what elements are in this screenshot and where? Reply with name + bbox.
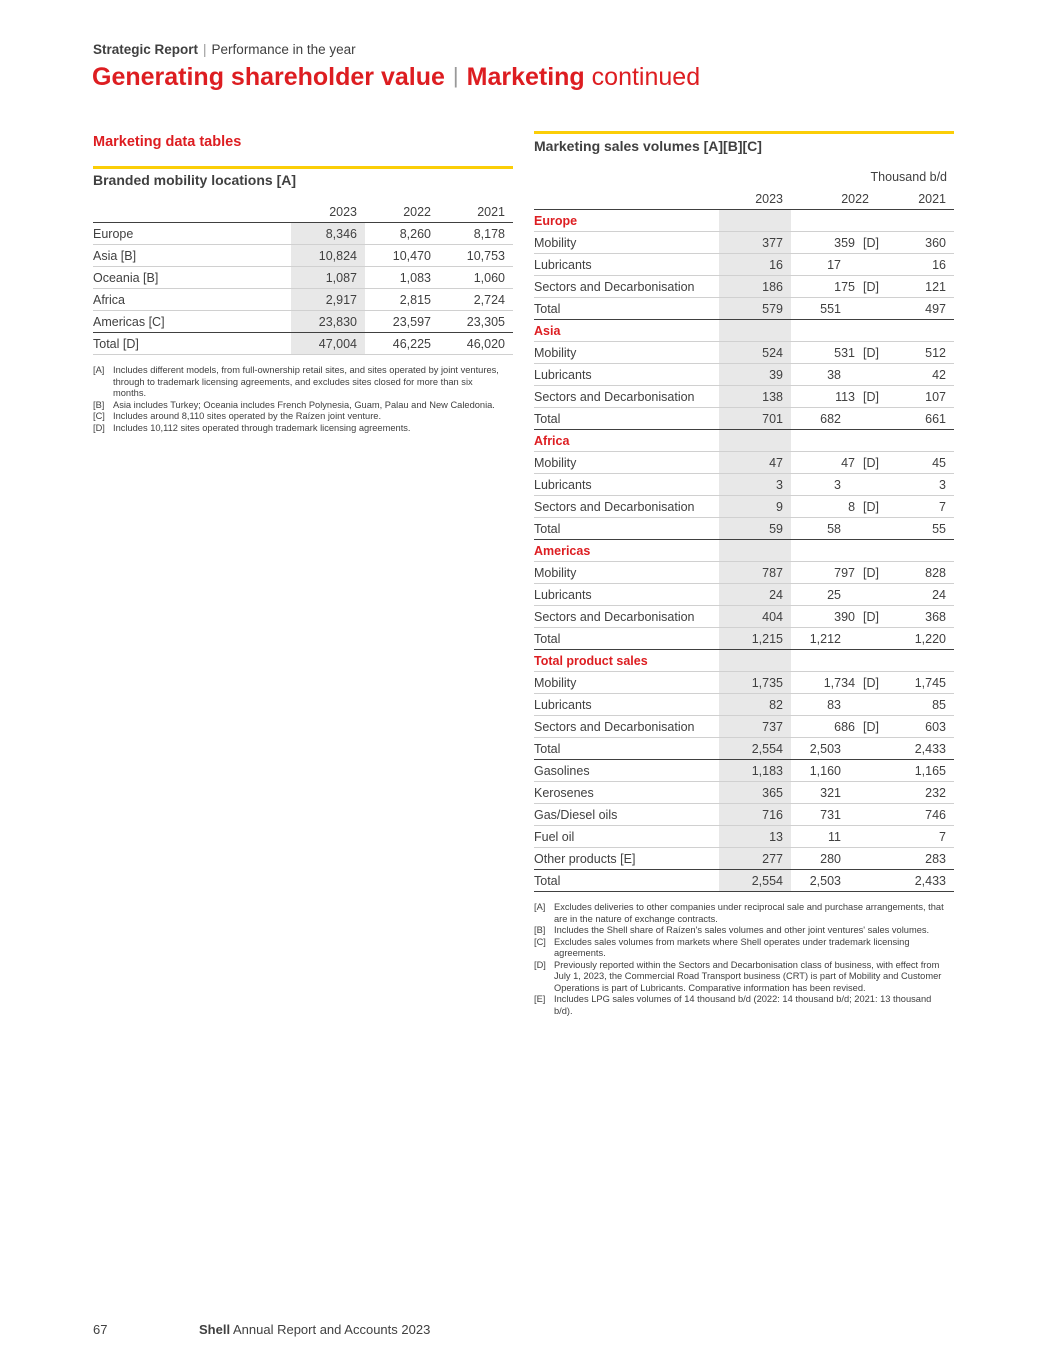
row-label: Total [534,628,719,650]
cell-value [791,210,883,232]
table-row [93,223,513,245]
row-label: Gasolines [534,760,719,782]
right-table-title: Marketing sales volumes [A][B][C] [534,138,762,154]
cell-value [719,430,791,452]
value-text: 531 [834,345,856,360]
cell-value: 55 [883,518,954,540]
breadcrumb [93,42,356,57]
row-label: Sectors and Decarbonisation [534,496,719,518]
row-label: Mobility [534,232,719,254]
cell-value: 1,087 [291,267,365,289]
footnote-marker: [D] [863,719,879,734]
cell-value: 377 [719,232,791,254]
footnote-marker: [D] [863,565,879,580]
cell-value [791,804,883,826]
cell-value [791,232,883,254]
cell-value: 2,917 [291,289,365,311]
unit-label: Thousand b/d [870,170,947,184]
cell-value [791,474,883,496]
footnote-key: [B] [534,925,546,935]
value-text: 83 [827,697,841,712]
table-row [534,826,954,848]
row-label: Total [534,870,719,892]
value-text: 3 [834,477,841,492]
footnote-marker: [D] [863,455,879,470]
cell-value [791,298,883,320]
row-label: Lubricants [534,694,719,716]
cell-value [791,342,883,364]
footnote-text: Includes 10,112 sites operated through trademark licensing agreements. [113,422,411,433]
value-text: 2,503 [809,741,841,756]
value-text: 321 [820,785,841,800]
footnote-marker: [D] [863,345,879,360]
cell-value [791,364,883,386]
cell-value: 23,305 [439,311,513,333]
footnote-marker: [D] [863,499,879,514]
cell-value [791,518,883,540]
group-label: Total product sales [534,650,719,672]
value-text: 8 [848,499,856,514]
right-table-rule [534,131,954,134]
column-header: 2021 [439,201,513,223]
cell-value: 404 [719,606,791,628]
table-header-row [534,188,954,210]
row-label: Total [D] [93,333,291,355]
cell-value: 368 [883,606,954,628]
row-label: Total [534,738,719,760]
title-separator: | [452,63,459,88]
cell-value: 2,554 [719,738,791,760]
cell-value [791,562,883,584]
value-text: 1,160 [809,763,841,778]
footnote [93,400,508,412]
cell-value: 360 [883,232,954,254]
cell-value [719,540,791,562]
left-table-footnotes [93,365,508,434]
row-label: Sectors and Decarbonisation [534,386,719,408]
cell-value [791,672,883,694]
cell-value: 9 [719,496,791,518]
footnote-text: Excludes sales volumes from markets where Shell operates under trademark licensing agreements. [554,936,910,958]
value-text: 38 [827,367,841,382]
value-text: 682 [820,411,841,426]
value-text: 731 [820,807,841,822]
table-row [534,452,954,474]
row-label: Total [534,408,719,430]
footnote-marker: [D] [863,609,879,624]
label-column-header [93,201,291,223]
footnote-text: Excludes deliveries to other companies under reciprocal sale and purchase arrangements, that are in the nature of exchange contracts. [554,902,944,924]
table-row [534,364,954,386]
cell-value [791,738,883,760]
cell-value: 1,060 [439,267,513,289]
table-row [534,496,954,518]
table-row [534,760,954,782]
value-text: 797 [834,565,856,580]
cell-value: 716 [719,804,791,826]
label-column-header [534,188,719,210]
value-text: 58 [827,521,841,536]
group-label: Europe [534,210,719,232]
cell-value: 2,554 [719,870,791,892]
cell-value [791,276,883,298]
cell-value [719,650,791,672]
footnote [93,365,508,400]
footnote-text: Includes different models, from full-ownership retail sites, and sites operated by joint ventures, through to trademark licensing agreements, and excludes sites closed for more than six months. [113,365,499,398]
cell-value: 107 [883,386,954,408]
cell-value: 39 [719,364,791,386]
cell-value: 603 [883,716,954,738]
footnote-text: Previously reported within the Sectors and Decarbonisation class of business, with effect from July 1, 2023, the Commercial Road Transport business (CRT) is part of Mobility and Customer Operations is part of Lubricants. Comparative information has been revised. [554,959,942,993]
table-row [534,408,954,430]
table-row [534,848,954,870]
table-row [534,562,954,584]
table-row [534,232,954,254]
row-label: Lubricants [534,584,719,606]
column-header: 2022 [791,188,883,210]
footnote-key: [D] [534,959,546,970]
cell-value [791,628,883,650]
row-label: Oceania [B] [93,267,291,289]
cell-value: 3 [883,474,954,496]
row-label: Americas [C] [93,311,291,333]
value-text: 1,212 [809,631,841,646]
cell-value: 2,433 [883,870,954,892]
cell-value: 365 [719,782,791,804]
cell-value [791,496,883,518]
cell-value: 2,724 [439,289,513,311]
cell-value: 746 [883,804,954,826]
footnote-marker: [D] [863,279,879,294]
footnote-text: Includes around 8,110 sites operated by the Raízen joint venture. [113,411,382,421]
table-row [534,716,954,738]
table-row [534,804,954,826]
breadcrumb-subsection: Performance in the year [211,42,356,57]
cell-value: 2,433 [883,738,954,760]
cell-value [791,760,883,782]
table-row [534,298,954,320]
row-label: Total [534,518,719,540]
left-table-title: Branded mobility locations [A] [93,172,297,188]
footnote-text: Includes LPG sales volumes of 14 thousand b/d (2022: 14 thousand b/d; 2021: 13 thousand b/d). [554,994,932,1016]
cell-value: 8,346 [291,223,365,245]
cell-value [719,320,791,342]
cell-value: 16 [719,254,791,276]
table-row [93,311,513,333]
cell-value [791,320,883,342]
footnote [534,925,950,937]
row-label: Mobility [534,562,719,584]
column-header: 2023 [719,188,791,210]
footnote-key: [E] [534,994,546,1004]
cell-value: 7 [883,496,954,518]
row-label: Mobility [534,672,719,694]
table-row [534,584,954,606]
cell-value: 47,004 [291,333,365,355]
row-label: Lubricants [534,254,719,276]
value-text: 113 [835,389,856,404]
cell-value: 186 [719,276,791,298]
cell-value: 1,165 [883,760,954,782]
group-row [534,540,954,562]
row-label: Mobility [534,342,719,364]
row-label: Fuel oil [534,826,719,848]
cell-value [791,782,883,804]
cell-value: 701 [719,408,791,430]
cell-value: 45 [883,452,954,474]
row-label: Lubricants [534,474,719,496]
group-row [534,320,954,342]
cell-value: 2,815 [365,289,439,311]
cell-value: 82 [719,694,791,716]
footnote-marker: [D] [863,675,879,690]
footnote-text: Asia includes Turkey; Oceania includes French Polynesia, Guam, Palau and New Caledonia. [113,399,495,410]
table-row [93,333,513,355]
cell-value [791,606,883,628]
cell-value [883,210,954,232]
cell-value [791,408,883,430]
value-text: 359 [834,235,856,250]
value-text: 17 [827,257,841,272]
cell-value: 10,824 [291,245,365,267]
cell-value: 85 [883,694,954,716]
group-row [534,430,954,452]
footer-title [199,1322,430,1337]
row-label: Gas/Diesel oils [534,804,719,826]
value-text: 11 [828,829,841,844]
table-row [534,628,954,650]
row-label: Lubricants [534,364,719,386]
row-label: Europe [93,223,291,245]
footnote [93,423,508,435]
table-row [93,267,513,289]
footer-brand: Shell [199,1322,231,1337]
cell-value: 524 [719,342,791,364]
cell-value: 787 [719,562,791,584]
cell-value [791,540,883,562]
table-row [534,386,954,408]
cell-value: 23,597 [365,311,439,333]
row-label: Sectors and Decarbonisation [534,716,719,738]
footnote-key: [A] [93,365,105,375]
page-number: 67 [93,1322,108,1337]
column-header: 2022 [365,201,439,223]
row-label: Sectors and Decarbonisation [534,276,719,298]
cell-value: 232 [883,782,954,804]
breadcrumb-section: Strategic Report [93,42,199,57]
footnote-text: Includes the Shell share of Raízen's sales volumes and other joint ventures' sales volumes. [554,925,930,935]
cell-value: 8,178 [439,223,513,245]
cell-value: 828 [883,562,954,584]
footnote [534,994,950,1017]
cell-value: 497 [883,298,954,320]
breadcrumb-separator: | [203,42,207,57]
cell-value: 1,215 [719,628,791,650]
value-text: 1,734 [823,675,856,690]
cell-value: 10,470 [365,245,439,267]
value-text: 25 [827,587,841,602]
cell-value: 661 [883,408,954,430]
cell-value: 138 [719,386,791,408]
table-row [534,672,954,694]
page-title-main: Generating shareholder value [92,63,445,91]
value-text: 175 [834,279,856,294]
cell-value [883,430,954,452]
value-text: 686 [834,719,856,734]
column-header: 2021 [883,188,954,210]
cell-value [791,826,883,848]
row-label: Other products [E] [534,848,719,870]
table-row [534,474,954,496]
cell-value: 59 [719,518,791,540]
row-label: Africa [93,289,291,311]
footnote-key: [A] [534,902,546,912]
footnote [534,902,950,925]
value-text: 280 [820,851,841,866]
group-label: Asia [534,320,719,342]
cell-value [791,870,883,892]
cell-value: 7 [883,826,954,848]
cell-value [883,540,954,562]
cell-value: 23,830 [291,311,365,333]
value-text: 390 [834,609,856,624]
table-row [93,289,513,311]
table-row [534,254,954,276]
cell-value: 47 [719,452,791,474]
branded-mobility-locations-table [93,201,513,434]
group-label: Africa [534,430,719,452]
footnote-key: [B] [93,399,105,410]
value-text: 2,503 [809,873,841,888]
cell-value: 737 [719,716,791,738]
cell-value: 283 [883,848,954,870]
cell-value [791,254,883,276]
cell-value: 1,083 [365,267,439,289]
group-row [534,210,954,232]
value-text: 551 [820,301,841,316]
row-label: Kerosenes [534,782,719,804]
cell-value [883,650,954,672]
cell-value: 579 [719,298,791,320]
page-title [92,63,700,92]
row-label: Mobility [534,452,719,474]
cell-value: 512 [883,342,954,364]
footer-doc-title: Annual Report and Accounts 2023 [232,1322,431,1337]
footnote-key: [D] [93,422,105,433]
table-row [93,245,513,267]
cell-value: 46,225 [365,333,439,355]
cell-value: 13 [719,826,791,848]
cell-value: 10,753 [439,245,513,267]
page-title-continued: continued [591,63,701,91]
cell-value [791,452,883,474]
right-table-footnotes [534,902,950,1017]
table-header-row [93,201,513,223]
column-header: 2023 [291,201,365,223]
table-row [534,738,954,760]
cell-value: 1,735 [719,672,791,694]
left-table-rule [93,166,513,169]
table-row [534,342,954,364]
row-label: Total [534,298,719,320]
table-row [534,276,954,298]
footnote-key: [C] [534,936,546,947]
row-label: Sectors and Decarbonisation [534,606,719,628]
table-row [534,782,954,804]
cell-value: 46,020 [439,333,513,355]
footnote [93,411,508,423]
cell-value [791,584,883,606]
group-row [534,650,954,672]
row-label: Asia [B] [93,245,291,267]
cell-value [791,716,883,738]
table-row [534,606,954,628]
cell-value [883,320,954,342]
footnote-marker: [D] [863,235,879,250]
table-row [534,870,954,892]
footnote-marker: [D] [863,389,879,404]
cell-value: 3 [719,474,791,496]
cell-value: 24 [883,584,954,606]
cell-value: 1,183 [719,760,791,782]
cell-value [791,650,883,672]
footnote [534,960,950,995]
cell-value: 42 [883,364,954,386]
cell-value [719,210,791,232]
cell-value: 1,745 [883,672,954,694]
page-title-sub: Marketing [466,63,585,91]
table-row [534,518,954,540]
cell-value: 16 [883,254,954,276]
cell-value: 277 [719,848,791,870]
cell-value [791,694,883,716]
cell-value: 1,220 [883,628,954,650]
marketing-sales-volumes-table [534,188,954,1017]
table-row [534,694,954,716]
cell-value: 24 [719,584,791,606]
cell-value [791,430,883,452]
footnote-key: [C] [93,411,105,421]
cell-value [791,386,883,408]
cell-value: 121 [883,276,954,298]
section-heading: Marketing data tables [93,134,242,150]
footnote [534,937,950,960]
cell-value: 8,260 [365,223,439,245]
cell-value [791,848,883,870]
group-label: Americas [534,540,719,562]
value-text: 47 [841,455,856,470]
